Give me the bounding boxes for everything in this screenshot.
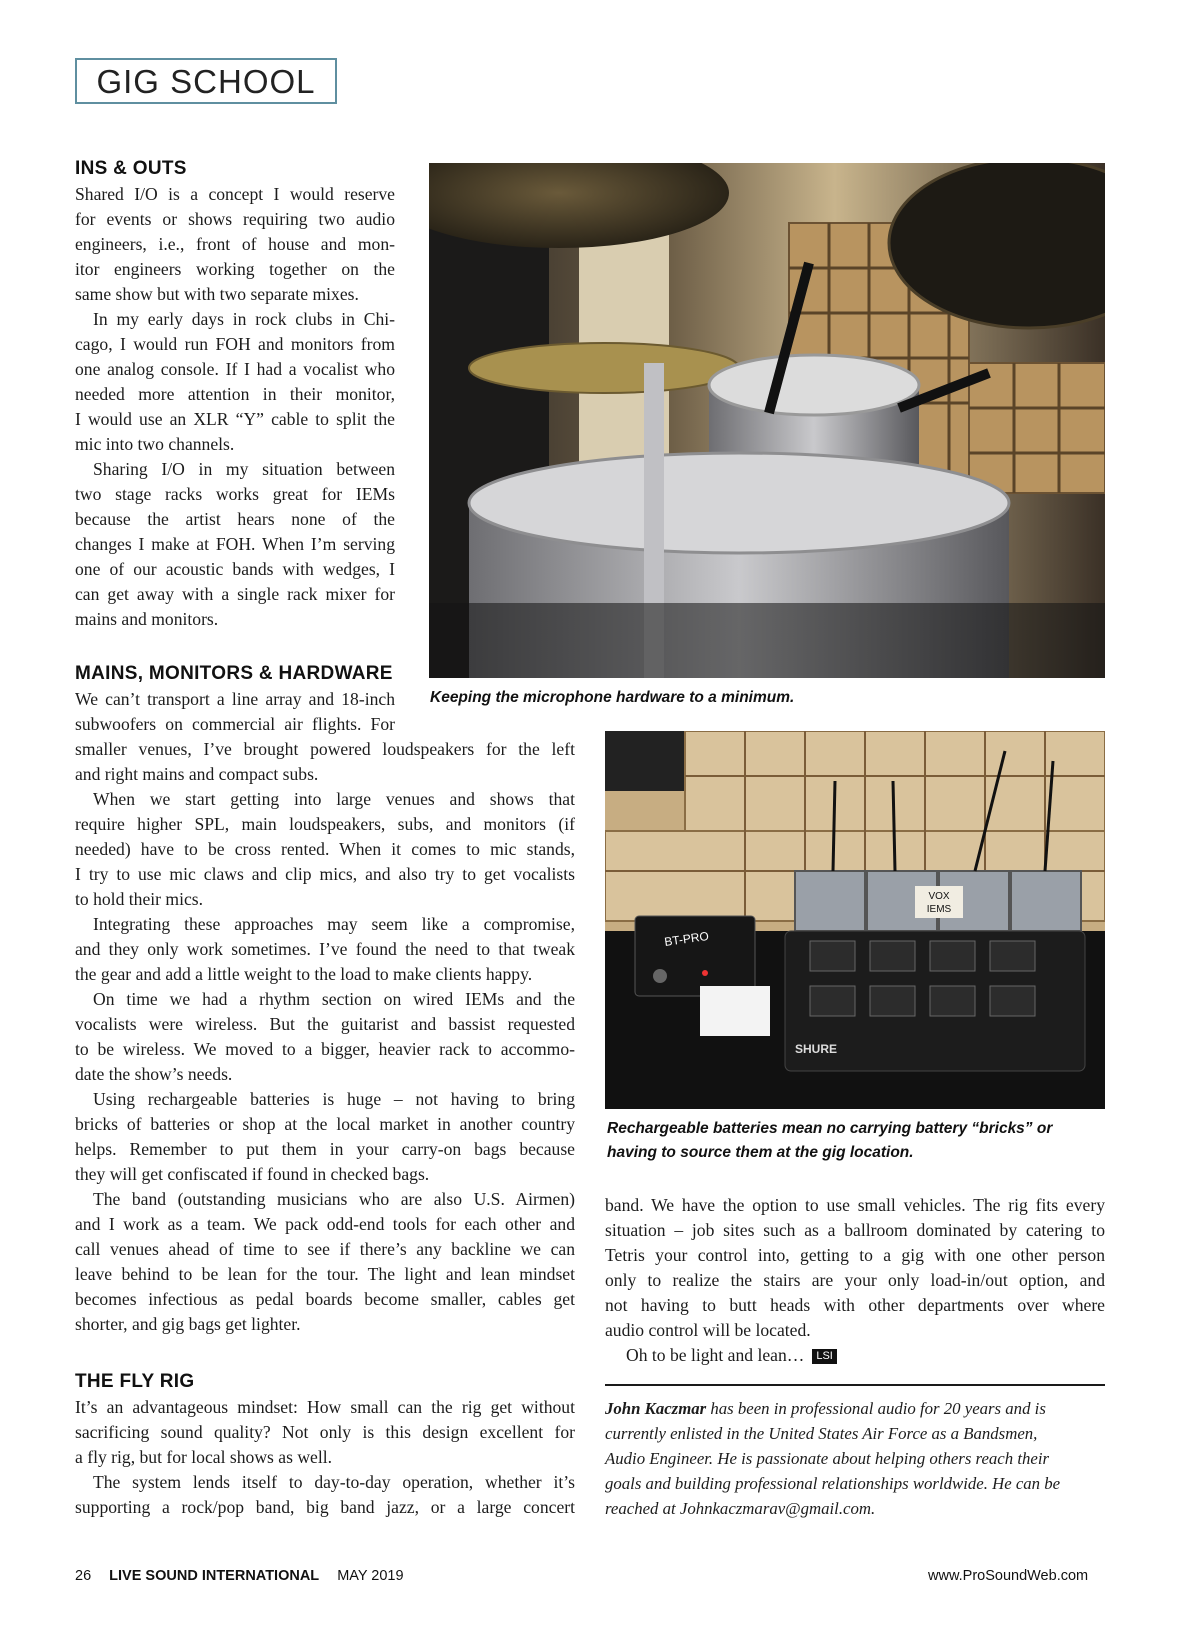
bio-line-3: Audio Engineer. He is passionate about helping others reach their xyxy=(605,1449,1050,1468)
text-line: needed) have to be cross rented. When it comes to mic stands, xyxy=(75,839,575,859)
text-line: changes I make at FOH. When I’m serving xyxy=(75,534,395,554)
bio-text-1: has been in professional audio for 20 years and is xyxy=(706,1399,1046,1418)
publication-name: LIVE SOUND INTERNATIONAL xyxy=(109,1568,320,1584)
text-line: needed more attention in their monitor, xyxy=(75,384,395,404)
website-link[interactable]: www.ProSoundWeb.com xyxy=(928,1568,1089,1584)
text-line: Sharing I/O in my situation between xyxy=(93,459,395,479)
text-line: leave behind to be lean for the tour. The light and lean mindset xyxy=(75,1264,575,1284)
text-line: to be wireless. We moved to a bigger, heavier rack to accommo- xyxy=(75,1039,575,1059)
text-line: one of our acoustic bands with wedges, I xyxy=(75,559,395,579)
text-line: itor engineers working together on the xyxy=(75,259,395,279)
text-line: We can’t transport a line array and 18-inch xyxy=(75,689,395,709)
text-line: same show but with two separate mixes. xyxy=(75,284,359,304)
text-line: mains and monitors. xyxy=(75,609,219,629)
text-line: vocalists were wireless. But the guitarist and bassist requested xyxy=(75,1014,575,1034)
text-line: smaller venues, I’ve brought powered loudspeakers for the left xyxy=(75,739,575,759)
text-line: audio control will be located. xyxy=(605,1320,811,1340)
text-line: supporting a rock/pop band, big band jazz, or a large concert xyxy=(75,1497,575,1517)
text-line: mic into two channels. xyxy=(75,434,235,454)
drum-photo-caption: Keeping the microphone hardware to a minimum. xyxy=(430,689,795,706)
text-line: call venues ahead of time to see if there’s any backline we can xyxy=(75,1239,575,1259)
text-line: helps. Remember to put them in your carry-on bags because xyxy=(75,1139,575,1159)
text-line: Shared I/O is a concept I would reserve xyxy=(75,184,395,204)
text-line: The band (outstanding musicians who are also U.S. Airmen) xyxy=(93,1189,575,1209)
text-line: they will get confiscated if found in checked bags. xyxy=(75,1164,430,1184)
heading-fly-rig: THE FLY RIG xyxy=(75,1371,195,1392)
text-line: band. We have the option to use small vehicles. The rig fits every xyxy=(605,1195,1105,1215)
text-line: Integrating these approaches may seem like a compromise, xyxy=(93,914,575,934)
section-label: GIG SCHOOL xyxy=(75,58,337,104)
text-line: situation – job sites such as a ballroom dominated by catering to xyxy=(605,1220,1105,1240)
text-line: date the show’s needs. xyxy=(75,1064,233,1084)
text-line: On time we had a rhythm section on wired IEMs and the xyxy=(93,989,575,1009)
text-line: It’s an advantageous mindset: How small can the rig get without xyxy=(75,1397,575,1417)
page-number: 26 xyxy=(75,1568,92,1584)
text-line: and they only work sometimes. I’ve found the need to that tweak xyxy=(75,939,575,959)
bio-line-2: currently enlisted in the United States Air Force as a Bandsmen, xyxy=(605,1424,1038,1443)
page-footer-left xyxy=(75,1568,404,1584)
text-line: not having to butt heads with other departments over where xyxy=(605,1295,1105,1315)
text-line: because the artist hears none of the xyxy=(75,509,395,529)
shure-logo-text: SHURE xyxy=(795,1042,838,1056)
text-line: I try to use mic claws and clip mics, and also try to get vocalists xyxy=(75,864,575,884)
bio-line-4: goals and building professional relationships worldwide. He can be xyxy=(605,1474,1061,1493)
issue-date: MAY 2019 xyxy=(337,1568,404,1584)
text-line: Tetris your control into, getting to a gig with one other person xyxy=(605,1245,1105,1265)
bio-line-1 xyxy=(605,1396,1046,1421)
text-line: sacrificing sound quality? Not only is this design excellent for xyxy=(75,1422,575,1442)
rack-label: BT-PRO xyxy=(663,928,710,949)
heading-mains: MAINS, MONITORS & HARDWARE xyxy=(75,663,393,684)
battery-charger-photo xyxy=(605,731,1105,1109)
closing-text: Oh to be light and lean… xyxy=(626,1345,805,1365)
author-name: John Kaczmar xyxy=(605,1399,707,1418)
text-line: and I work as a team. We pack odd-end tools for each other and xyxy=(75,1214,575,1234)
bio-line-5: reached at Johnkaczmarav@gmail.com. xyxy=(605,1499,876,1518)
text-line: to hold their mics. xyxy=(75,889,204,909)
text-line: When we start getting into large venues and shows that xyxy=(93,789,575,809)
text-line: subwoofers on commercial air flights. For xyxy=(75,714,395,734)
text-line: can get away with a single rack mixer for xyxy=(75,584,395,604)
text-line: I would use an XLR “Y” cable to split the xyxy=(75,409,395,429)
end-mark-lsi: LSI xyxy=(812,1349,837,1364)
text-line: and right mains and compact subs. xyxy=(75,764,319,784)
text-line: one analog console. If I had a vocalist who xyxy=(75,359,395,379)
text-line: a fly rig, but for local shows as well. xyxy=(75,1447,333,1467)
tape-label-vox: VOX xyxy=(928,891,950,902)
drum-kit-photo xyxy=(429,163,1105,678)
closing-line xyxy=(626,1343,837,1368)
text-line: require higher SPL, main loudspeakers, subs, and monitors (if xyxy=(75,814,575,834)
battery-caption-line-2: having to source them at the gig location. xyxy=(607,1144,914,1161)
text-line: two stage racks works great for IEMs xyxy=(75,484,395,504)
text-line: only to realize the stairs are your only load-in/out option, and xyxy=(605,1270,1105,1290)
text-line: bricks of batteries or shop at the local market in another country xyxy=(75,1114,575,1134)
text-line: shorter, and gig bags get lighter. xyxy=(75,1314,301,1334)
text-line: cago, I would run FOH and monitors from xyxy=(75,334,395,354)
tape-label-iems: IEMS xyxy=(926,904,952,915)
heading-ins-outs: INS & OUTS xyxy=(75,158,187,179)
bio-divider xyxy=(605,1384,1105,1386)
text-line: Using rechargeable batteries is huge – not having to bring xyxy=(93,1089,575,1109)
text-line: for events or shows requiring two audio xyxy=(75,209,395,229)
text-line: the gear and add a little weight to the load to make clients happy. xyxy=(75,964,533,984)
text-line: engineers, i.e., front of house and mon- xyxy=(75,234,395,254)
text-line: The system lends itself to day-to-day operation, whether it’s xyxy=(93,1472,575,1492)
text-line: becomes infectious as pedal boards become smaller, cables get xyxy=(75,1289,575,1309)
battery-caption-line-1: Rechargeable batteries mean no carrying battery “bricks” or xyxy=(607,1120,1053,1137)
text-line: In my early days in rock clubs in Chi- xyxy=(93,309,395,329)
